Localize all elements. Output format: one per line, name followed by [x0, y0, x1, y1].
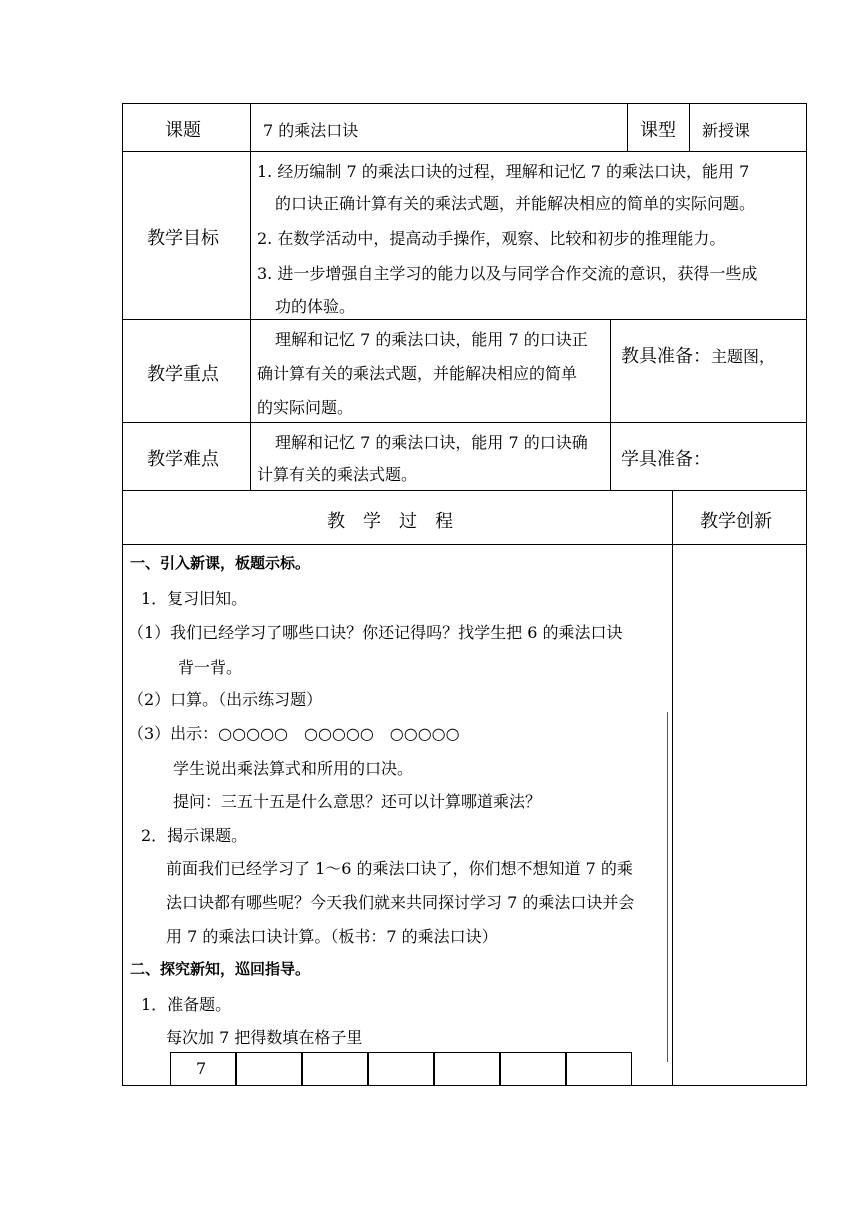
process-line: 提问：三五十五是什么意思？还可以计算哪道乘法？: [173, 792, 542, 811]
difficulties-label: 教学难点: [147, 449, 219, 470]
process-line: 学生说出乘法算式和所用的口决。: [173, 759, 414, 778]
table-border-right: [806, 103, 807, 1086]
row-divider: [122, 422, 807, 423]
key-point-line: 理解和记忆 7 的乘法口诀，能用 7 的口诀正: [275, 330, 588, 349]
grid-cell[interactable]: [434, 1052, 500, 1086]
grid-cell[interactable]: [236, 1052, 302, 1086]
process-line: 1．准备题。: [141, 995, 232, 1014]
key-point-line: 确计算有关的乘法式题，并能解决相应的简单: [257, 364, 578, 383]
type-value: 新授课: [702, 121, 751, 140]
process-line: 背一背。: [178, 658, 243, 677]
teaching-tools-label: 教具准备：: [621, 346, 711, 367]
grid-cell[interactable]: [368, 1052, 434, 1086]
key-point-line: 的实际问题。: [257, 398, 354, 417]
process-line: 法口诀都有哪些呢？今天我们就来共同探讨学习 7 的乘法口诀并会: [166, 893, 635, 912]
row-divider: [122, 544, 807, 545]
column-divider: [610, 319, 611, 491]
process-line: 前面我们已经学习了 1～6 的乘法口诀了，你们想不想知道 7 的乘: [166, 859, 633, 878]
type-label: 课型: [640, 120, 676, 141]
teaching-tools-value: 主题图，: [711, 347, 776, 366]
process-line: 用 7 的乘法口诀计算。（板书：7 的乘法口诀）: [166, 927, 498, 946]
topic-label: 课题: [165, 120, 201, 141]
inner-vertical-rule: [667, 712, 668, 1062]
goals-label: 教学目标: [147, 228, 219, 249]
section-heading: 二、探究新知，巡回指导。: [130, 960, 311, 978]
row-divider: [122, 490, 807, 491]
process-line: （3）出示：○○○○○ ○○○○○ ○○○○○: [128, 724, 460, 743]
goal-line: 功的体验。: [275, 297, 356, 316]
row-divider: [122, 151, 807, 152]
process-line: 2．揭示课题。: [141, 826, 248, 845]
section-heading: 一、引入新课，板题示标。: [130, 554, 311, 572]
difficulty-line: 理解和记忆 7 的乘法口诀，能用 7 的口诀确: [275, 433, 588, 452]
grid-cell[interactable]: [566, 1052, 632, 1086]
topic-value: 7 的乘法口诀: [263, 121, 359, 140]
key-points-label: 教学重点: [147, 364, 219, 385]
innovation-header: 教学创新: [700, 511, 772, 532]
process-line: （1）我们已经学习了哪些口诀？你还记得吗？找学生把 6 的乘法口诀: [128, 623, 623, 642]
column-divider: [672, 490, 673, 1086]
goal-line: 的口诀正确计算有关的乘法式题，并能解决相应的简单的实际问题。: [275, 194, 756, 213]
process-header: 教 学 过 程: [327, 511, 453, 532]
row-divider: [122, 319, 807, 320]
process-line: 1．复习旧知。: [141, 589, 248, 608]
column-divider: [689, 103, 690, 152]
goal-line: 2. 在数学活动中，提高动手操作，观察、比较和初步的推理能力。: [257, 229, 726, 248]
goal-line: 1. 经历编制 7 的乘法口诀的过程，理解和记忆 7 的乘法口诀，能用 7: [257, 162, 750, 181]
column-divider: [627, 103, 628, 152]
teaching-tools: [621, 342, 775, 368]
goal-line: 3. 进一步增强自主学习的能力以及与同学合作交流的意识，获得一些成: [257, 264, 758, 283]
student-tools-label: 学具准备：: [621, 449, 711, 470]
grid-cell[interactable]: [302, 1052, 368, 1086]
column-divider: [250, 103, 251, 491]
grid-cell-value: 7: [196, 1059, 207, 1078]
fill-in-grid: [170, 1052, 632, 1086]
difficulty-line: 计算有关的乘法式题。: [257, 465, 418, 484]
table-border-top: [122, 103, 807, 104]
process-line: 每次加 7 把得数填在格子里: [166, 1028, 363, 1047]
table-border-left: [122, 103, 123, 1086]
process-line: （2）口算。（出示练习题）: [128, 690, 323, 709]
grid-cell[interactable]: [500, 1052, 566, 1086]
